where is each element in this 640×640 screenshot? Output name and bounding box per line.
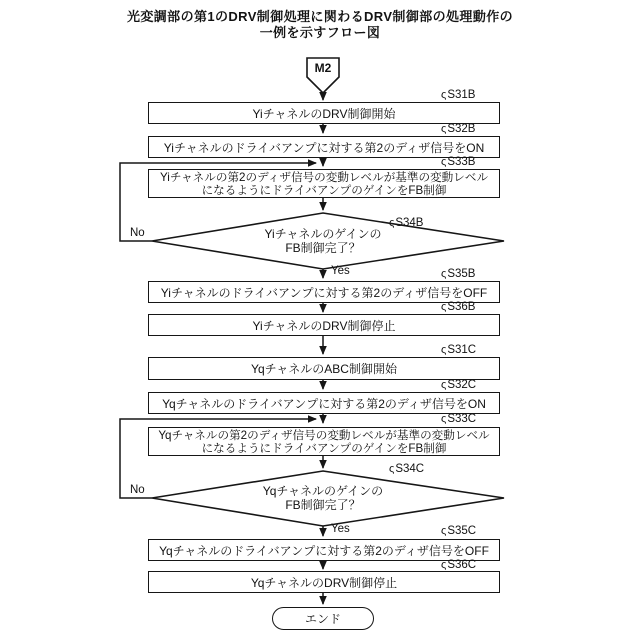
step-box-s32c: [148, 392, 500, 414]
ref-squiggle: ς: [441, 379, 447, 391]
step-box-s36c: [148, 571, 500, 593]
ref-squiggle: ς: [441, 559, 447, 571]
figure-title-line1: 光変調部の第1のDRV制御処理に関わるDRV制御部の処理動作の: [126, 9, 514, 24]
decision-s34b-line1: Yiチャネルのゲインの: [264, 227, 382, 241]
ref-squiggle: ς: [441, 344, 447, 356]
ref-label-s31c: [441, 344, 476, 356]
step-label-s33b-line1: Yiチャネルの第2のディザ信号の変動レベルが基準の変動レベル: [159, 170, 489, 184]
ref-squiggle: ς: [441, 89, 447, 101]
ref-text-s32c: S32C: [447, 379, 477, 391]
step-box-s32b: [148, 136, 500, 158]
end-terminator: [272, 607, 374, 630]
step-label-s36b: YiチャネルのDRV制御停止: [252, 318, 396, 333]
step-box-s31b: [148, 102, 500, 124]
step-label-s33c-line1: Yqチャネルの第2のディザ信号の変動レベルが基準の変動レベル: [158, 428, 490, 442]
ref-squiggle: ς: [441, 301, 447, 313]
ref-text-s33b: S33B: [447, 156, 476, 168]
ref-label-s32b: [441, 123, 475, 135]
ref-label-s33b: [441, 156, 475, 168]
step-label-s36c: YqチャネルのDRV制御停止: [250, 575, 398, 590]
step-label-s35b: Yiチャネルのドライバアンプに対する第2のディザ信号をOFF: [160, 285, 488, 300]
decision-s34b-label: [173, 228, 473, 255]
ref-squiggle: ς: [441, 123, 447, 135]
figure-title-line2: 一例を示すフロー図: [259, 24, 381, 40]
ref-label-s36b: [441, 301, 475, 313]
ref-text-s35b: S35B: [447, 268, 476, 280]
step-label-s35c: Yqチャネルのドライバアンプに対する第2のディザ信号をOFF: [159, 543, 489, 558]
step-label-s31b: YiチャネルのDRV制御開始: [252, 106, 396, 121]
ref-text-s36c: S36C: [447, 559, 477, 571]
ref-text-s33c: S33C: [447, 413, 477, 425]
decision-s34b-line2: FB制御完了？: [285, 240, 361, 255]
ref-text-s36b: S36B: [447, 301, 476, 313]
no-label-s34b: No: [130, 227, 145, 239]
ref-squiggle: ς: [441, 268, 447, 280]
no-label-s34c: No: [130, 484, 145, 496]
step-box-s33b: [148, 169, 500, 198]
yes-label-s34b: Yes: [331, 265, 350, 277]
ref-text-s35c: S35C: [447, 525, 477, 537]
decision-s34c-label: [173, 485, 473, 512]
ref-squiggle: ς: [441, 413, 447, 425]
ref-label-s34b: [389, 217, 423, 229]
ref-label-s36c: [441, 559, 476, 571]
ref-label-s31b: [441, 89, 475, 101]
ref-label-s33c: [441, 413, 476, 425]
ref-squiggle: ς: [389, 463, 395, 475]
ref-text-s34b: S34B: [395, 217, 424, 229]
ref-text-s31b: S31B: [447, 89, 476, 101]
ref-squiggle: ς: [389, 217, 395, 229]
m2-connector-label: M2: [314, 61, 332, 75]
end-terminator-label: エンド: [304, 612, 341, 626]
step-box-s35b: [148, 281, 500, 303]
step-box-s35c: [148, 539, 500, 561]
ref-squiggle: ς: [441, 156, 447, 168]
ref-label-s32c: [441, 379, 476, 391]
step-label-s32b: Yiチャネルのドライバアンプに対する第2のディザ信号をON: [163, 140, 485, 155]
step-box-s36b: [148, 314, 500, 336]
step-label-s31c: YqチャネルのABC制御開始: [251, 362, 397, 376]
yes-label-s34c: Yes: [331, 523, 350, 535]
ref-text-s32b: S32B: [447, 123, 476, 135]
figure-title: [0, 9, 640, 40]
ref-label-s35b: [441, 268, 475, 280]
ref-label-s34c: [389, 463, 424, 475]
ref-label-s35c: [441, 525, 476, 537]
step-label-s33c-line2: になるようにドライバアンプのゲインをFB制御: [201, 441, 447, 455]
step-box-s31c: [148, 357, 500, 380]
ref-text-s31c: S31C: [447, 344, 477, 356]
step-label-s32c: Yqチャネルのドライバアンプに対する第2のディザ信号をON: [162, 396, 486, 411]
step-box-s33c: [148, 427, 500, 456]
decision-s34c-line1: Yqチャネルのゲインの: [262, 484, 384, 498]
step-label-s33b-line2: になるようにドライバアンプのゲインをFB制御: [201, 183, 447, 197]
decision-s34c-line2: FB制御完了？: [285, 497, 361, 512]
ref-squiggle: ς: [441, 525, 447, 537]
ref-text-s34c: S34C: [395, 463, 425, 475]
